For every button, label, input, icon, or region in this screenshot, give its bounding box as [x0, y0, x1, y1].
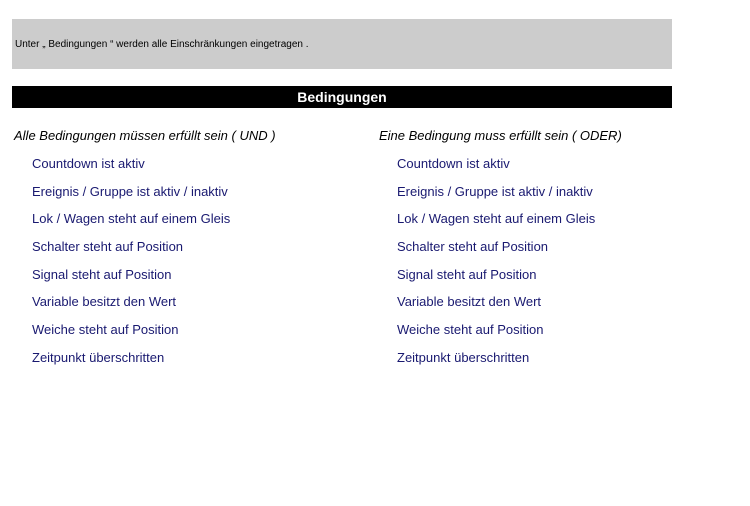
or-condition-time-exceeded-link[interactable]: Zeitpunkt überschritten	[397, 349, 530, 365]
and-condition-turnout-position-link[interactable]: Weiche steht auf Position	[32, 322, 179, 338]
or-condition-signal-position-link[interactable]: Signal steht auf Position	[397, 266, 537, 282]
or-condition-loco-track-link[interactable]: Lok / Wagen steht auf einem Gleis	[397, 211, 596, 227]
or-condition-countdown-link[interactable]: Countdown ist aktiv	[397, 156, 510, 171]
and-conditions-column	[14, 126, 354, 376]
and-condition-signal-position-link[interactable]: Signal steht auf Position	[32, 266, 172, 282]
intro-box	[12, 19, 672, 69]
and-condition-event-group-link[interactable]: Ereignis / Gruppe ist aktiv / inaktiv	[32, 183, 228, 199]
or-condition-turnout-position-link[interactable]: Weiche steht auf Position	[397, 322, 544, 338]
and-conditions-heading: Alle Bedingungen müssen erfüllt sein ( UND )	[14, 128, 276, 143]
and-condition-time-exceeded-link[interactable]: Zeitpunkt überschritten	[32, 349, 165, 365]
and-condition-variable-value-link[interactable]: Variable besitzt den Wert	[32, 294, 177, 310]
and-conditions-list	[14, 154, 354, 376]
and-condition-countdown-link[interactable]: Countdown ist aktiv	[32, 156, 145, 171]
and-condition-switch-position-link[interactable]: Schalter steht auf Position	[32, 239, 184, 255]
and-condition-loco-track-link[interactable]: Lok / Wagen steht auf einem Gleis	[32, 211, 231, 227]
title-bar	[12, 86, 672, 108]
or-condition-variable-value-link[interactable]: Variable besitzt den Wert	[397, 294, 542, 310]
or-conditions-column	[379, 126, 719, 376]
or-conditions-list	[379, 154, 719, 376]
intro-text: Unter „ Bedingungen “ werden alle Einschränkungen eingetragen .	[15, 38, 309, 50]
or-condition-event-group-link[interactable]: Ereignis / Gruppe ist aktiv / inaktiv	[397, 183, 593, 199]
or-condition-switch-position-link[interactable]: Schalter steht auf Position	[397, 239, 549, 255]
or-conditions-heading: Eine Bedingung muss erfüllt sein ( ODER)	[379, 128, 622, 143]
page-title: Bedingungen	[297, 89, 387, 105]
